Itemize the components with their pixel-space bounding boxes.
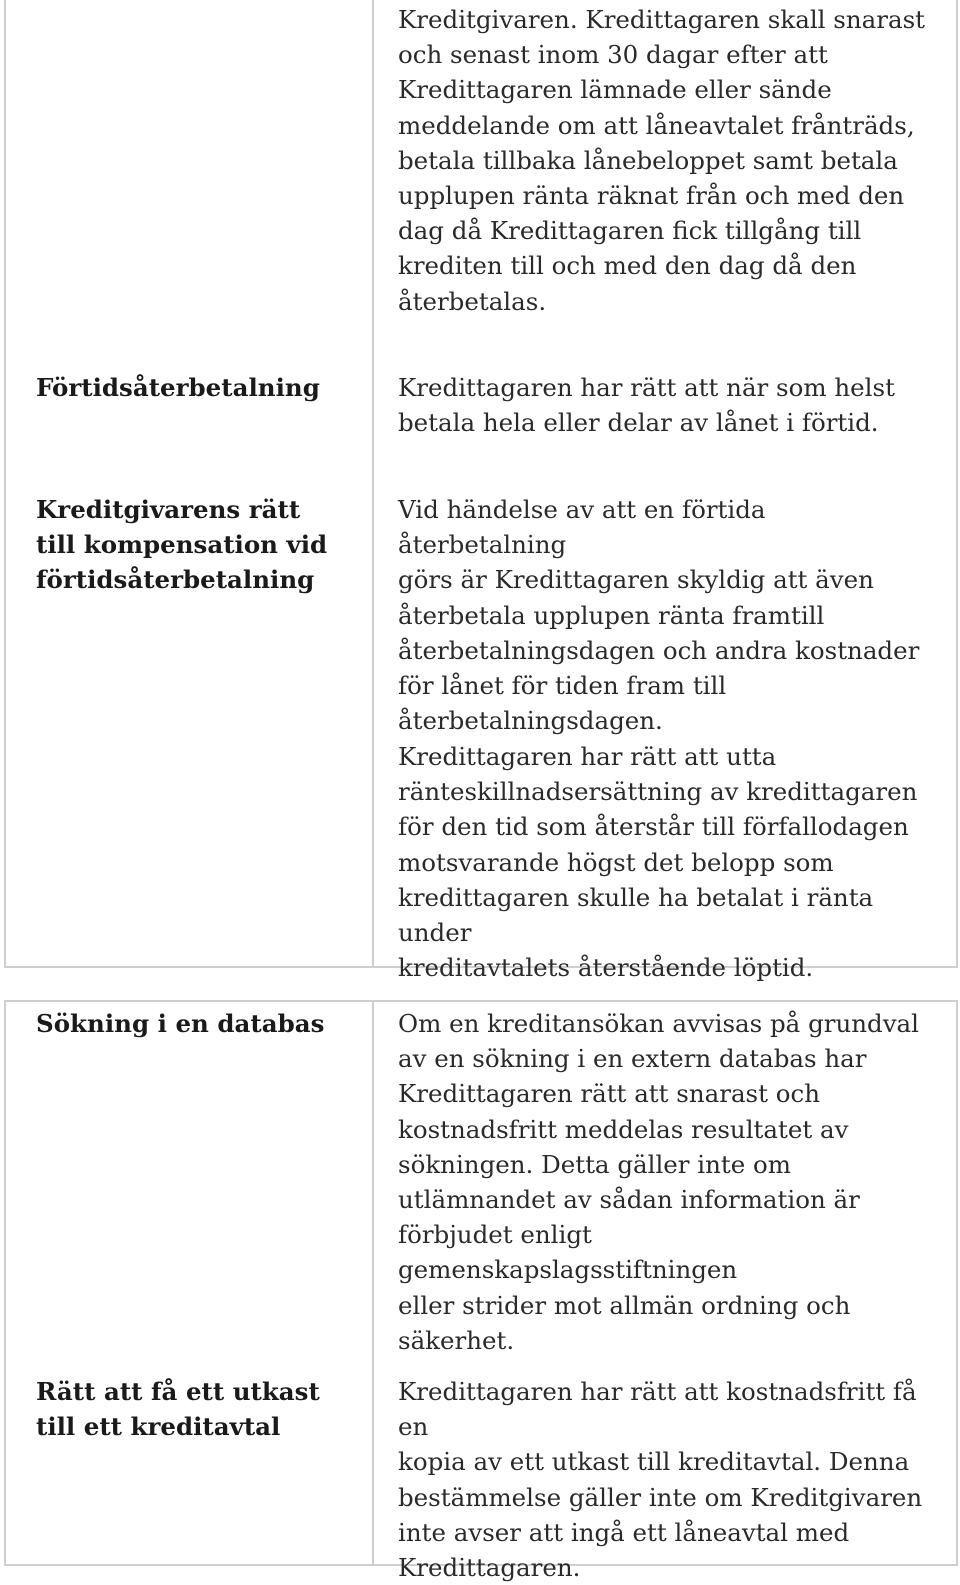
text-line: och senast inom 30 dagar efter att: [398, 40, 828, 70]
text-line: görs är Kredittagaren skyldig att även: [398, 565, 874, 595]
text-line: utlämnandet av sådan information är: [398, 1185, 860, 1215]
label-line: Kreditgivarens rätt: [36, 495, 301, 524]
draft-agreement-text: [398, 1374, 938, 1585]
label-line: till ett kreditavtal: [36, 1412, 281, 1442]
text-line: sökningen. Detta gäller inte om: [398, 1149, 792, 1179]
compensation-text-paragraph-2: [398, 739, 938, 985]
column-divider: [372, 0, 374, 966]
text-line: bestämmelse gäller inte om Kreditgivaren: [398, 1482, 923, 1512]
text-line: Kredittagaren lämnade eller sände: [398, 75, 832, 105]
text-line: Kredittagaren.: [398, 1553, 581, 1583]
contract-table-top: [4, 0, 958, 983]
text-line: Vid händelse av att en förtida återbetalning: [398, 495, 766, 560]
text-line: Kredittagaren rätt att snarast och: [398, 1079, 821, 1109]
text-line: meddelande om att låneavtalet frånträds,: [398, 110, 915, 140]
label-line: Sökning i en databas: [36, 1009, 325, 1038]
column-divider: [372, 1002, 374, 1566]
label-line: till kompensation vid: [36, 530, 328, 560]
text-line: för den tid som återstår till förfallodagen: [398, 812, 909, 842]
label-line: förtidsåterbetalning: [36, 565, 315, 595]
text-line: motsvarande högst det belopp som: [398, 847, 834, 877]
text-line: eller strider mot allmän ordning och: [398, 1290, 851, 1320]
text-line: betala tillbaka lånebeloppet samt betala: [398, 145, 898, 175]
withdrawal-text: [398, 2, 938, 319]
text-line: Kredittagaren har rätt att när som helst: [398, 373, 895, 402]
early-repayment-label: [36, 370, 356, 405]
database-search-text: [398, 1006, 938, 1358]
text-line: säkerhet.: [398, 1325, 515, 1355]
text-line: krediten till och med den dag då den: [398, 251, 857, 281]
text-line: Kredittagaren har rätt att utta: [398, 742, 777, 771]
draft-agreement-label: [36, 1374, 356, 1444]
text-line: av en sökning i en extern databas har: [398, 1044, 867, 1074]
text-line: dag då Kredittagaren fick tillgång till: [398, 216, 862, 246]
text-line: kopia av ett utkast till kreditavtal. Denna: [398, 1447, 910, 1477]
text-line: ränteskillnadsersättning av kredittagaren: [398, 777, 918, 807]
text-line: kostnadsfritt meddelas resultatet av: [398, 1114, 849, 1144]
text-line: återbetala upplupen ränta framtill: [398, 600, 825, 630]
text-line: upplupen ränta räknat från och med den: [398, 181, 905, 211]
text-line: återbetalas.: [398, 286, 547, 316]
text-line: Om en kreditansökan avvisas på grundval: [398, 1009, 919, 1038]
text-line: Kredittagaren har rätt att kostnadsfritt få en: [398, 1377, 917, 1442]
label-line: Förtidsåterbetalning: [36, 373, 320, 402]
text-line: för lånet för tiden fram till: [398, 671, 727, 701]
compensation-label: [36, 492, 356, 598]
text-line: återbetalningsdagen och andra kostnader: [398, 635, 920, 665]
early-repayment-text: [398, 370, 938, 440]
text-line: förbjudet enligt gemenskapslagsstiftningen: [398, 1220, 738, 1285]
text-line: kreditavtalets återstående löptid.: [398, 953, 814, 983]
compensation-text-paragraph-1: [398, 492, 938, 738]
text-line: kredittagaren skulle ha betalat i ränta under: [398, 882, 874, 948]
label-line: Rätt att få ett utkast: [36, 1377, 320, 1406]
contract-table-bottom: [4, 1000, 958, 1583]
database-search-label: [36, 1006, 356, 1041]
text-line: inte avser att ingå ett låneavtal med: [398, 1517, 850, 1547]
text-line: Kreditgivaren. Kredittagaren skall snarast: [398, 5, 925, 34]
text-line: betala hela eller delar av lånet i förtid.: [398, 408, 879, 438]
text-line: återbetalningsdagen.: [398, 706, 663, 736]
